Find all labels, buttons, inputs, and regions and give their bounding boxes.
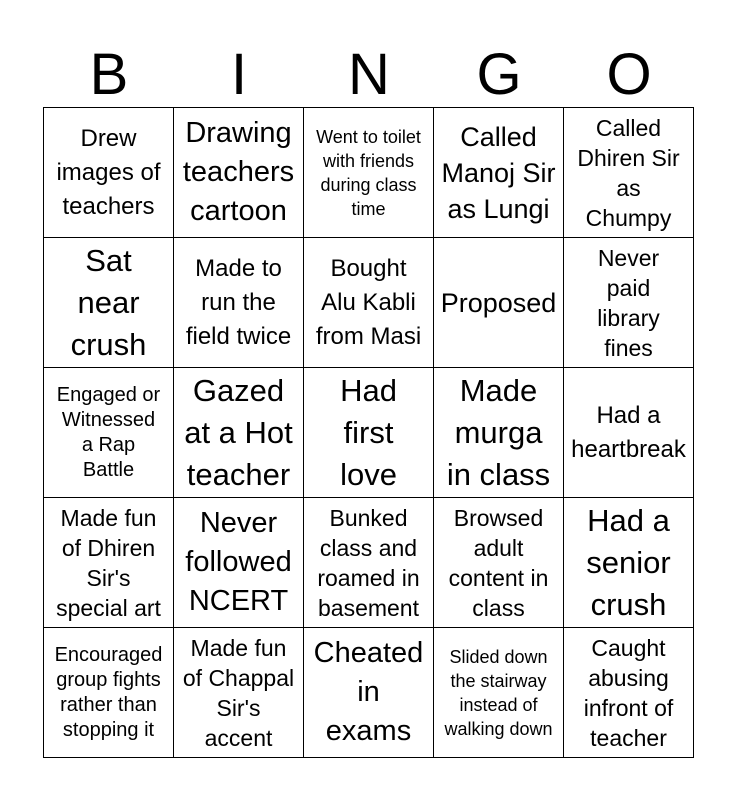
bingo-board	[43, 107, 694, 758]
bingo-cell[interactable]	[304, 238, 434, 368]
bingo-cell[interactable]	[44, 108, 174, 238]
cell-text: Slided down the stairway instead of walking down	[444, 646, 553, 739]
cell-text: Browsed adult content in class	[448, 504, 549, 621]
bingo-cell[interactable]	[564, 628, 694, 758]
cell-text: Encouraged group fights rather than stopping it	[54, 643, 163, 741]
cell-text: Cheated in exams	[313, 637, 424, 747]
bingo-cell[interactable]	[564, 108, 694, 238]
cell-text: Bunked class and roamed in basement	[317, 504, 420, 621]
bingo-cell[interactable]	[564, 368, 694, 498]
bingo-cell[interactable]	[564, 238, 694, 368]
header-letter-n: N	[348, 42, 390, 107]
bingo-cell[interactable]	[44, 368, 174, 498]
bingo-cell[interactable]	[434, 108, 564, 238]
bingo-cell[interactable]	[304, 108, 434, 238]
bingo-cell[interactable]	[434, 368, 564, 498]
header-letter-i: I	[230, 42, 248, 107]
cell-text: Had a heartbreak	[571, 401, 686, 463]
cell-text: Drew images of teachers	[56, 124, 161, 220]
bingo-cell[interactable]	[44, 238, 174, 368]
bingo-cell[interactable]	[44, 628, 174, 758]
bingo-cell[interactable]	[44, 498, 174, 628]
cell-text: Sat near crush	[70, 242, 147, 362]
cell-text: Had first love	[340, 372, 397, 492]
bingo-cell[interactable]	[564, 498, 694, 628]
cell-text: Bought Alu Kabli from Masi	[315, 254, 422, 350]
bingo-header	[44, 42, 694, 108]
cell-text: Made to run the field twice	[185, 254, 292, 350]
header-letter-b: B	[89, 42, 129, 107]
bingo-cell[interactable]	[434, 498, 564, 628]
cell-text: Called Manoj Sir as Lungi	[441, 121, 556, 224]
cell-text: Never followed NCERT	[185, 507, 292, 617]
bingo-cell[interactable]	[174, 628, 304, 758]
bingo-cell[interactable]	[434, 628, 564, 758]
cell-text: Drawing teachers cartoon	[182, 117, 295, 227]
cell-text: Gazed at a Hot teacher	[184, 372, 293, 492]
cell-text: Had a senior crush	[586, 502, 671, 622]
header-letter-o: O	[606, 42, 652, 107]
cell-text: Made fun of Chappal Sir's accent	[182, 634, 295, 751]
bingo-cell[interactable]	[304, 498, 434, 628]
cell-text: Proposed	[440, 287, 557, 318]
cell-text: Engaged or Witnessed a Rap Battle	[56, 383, 161, 481]
cell-text: Called Dhiren Sir as Chumpy	[577, 114, 680, 231]
cell-text: Made murga in class	[446, 372, 551, 492]
cell-text: Caught abusing infront of teacher	[583, 634, 674, 751]
bingo-cell[interactable]	[174, 498, 304, 628]
bingo-cell[interactable]	[174, 238, 304, 368]
bingo-cell[interactable]	[174, 108, 304, 238]
cell-text: Never paid library fines	[597, 244, 660, 361]
bingo-cell[interactable]	[304, 628, 434, 758]
header-letter-g: G	[476, 42, 522, 107]
bingo-cell[interactable]	[304, 368, 434, 498]
cell-text: Went to toilet with friends during class time	[316, 126, 421, 219]
bingo-cell[interactable]	[174, 368, 304, 498]
bingo-cell[interactable]	[434, 238, 564, 368]
cell-text: Made fun of Dhiren Sir's special art	[56, 504, 161, 621]
